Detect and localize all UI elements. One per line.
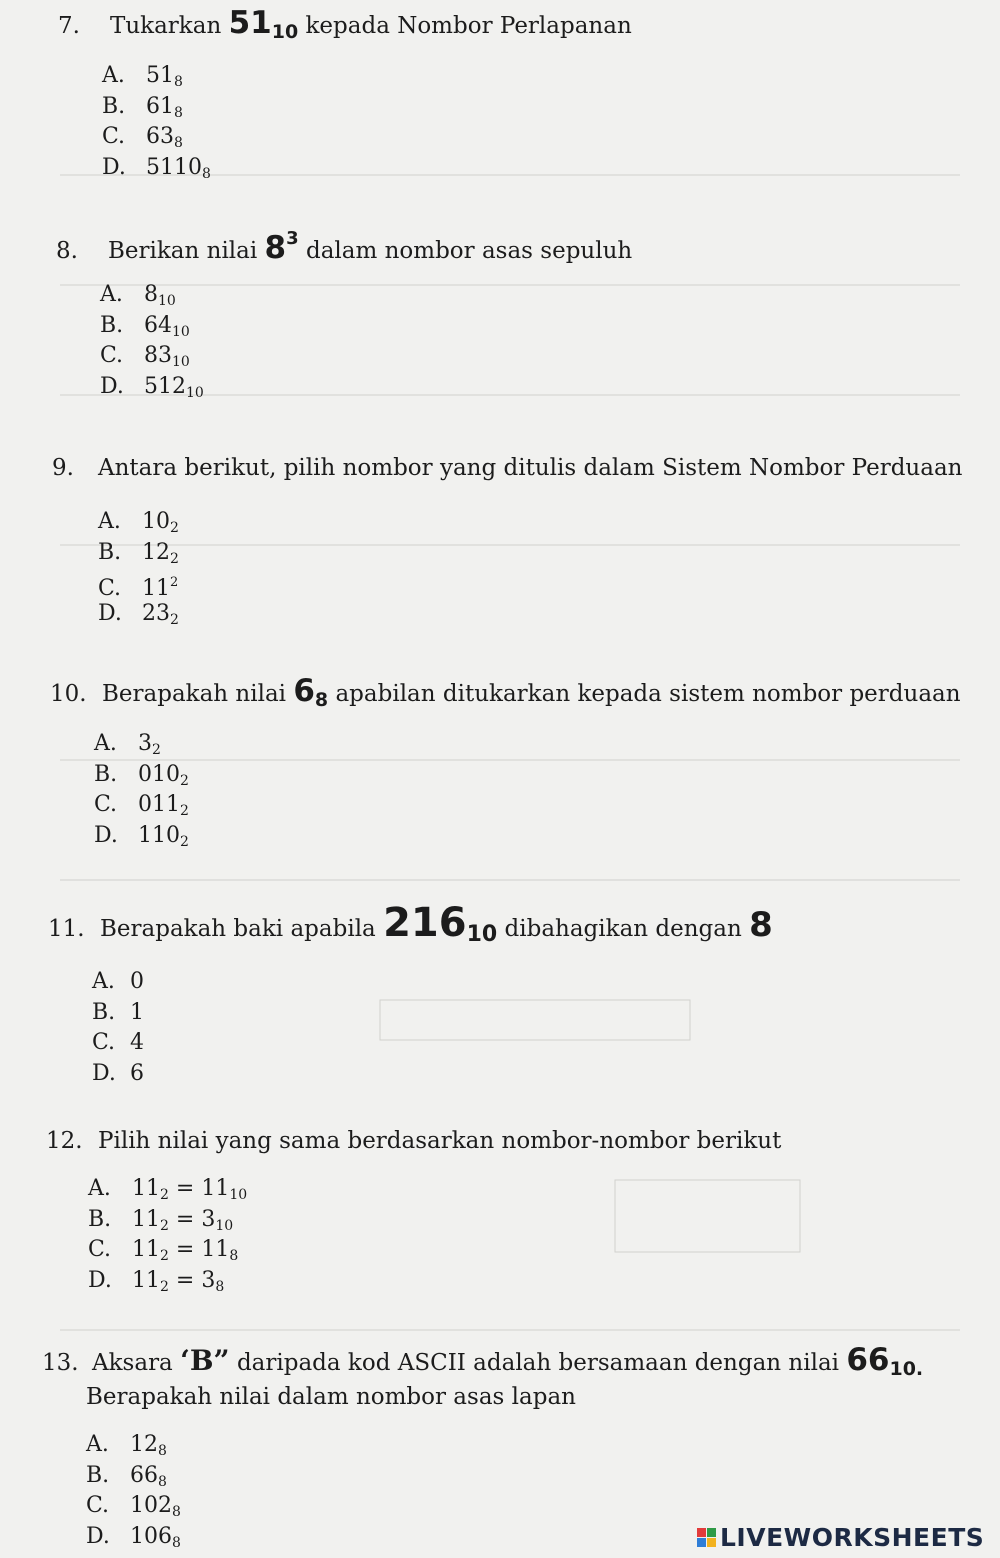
logo-mark-icon	[697, 1528, 716, 1547]
option-11c[interactable]: C. 4	[92, 1030, 144, 1055]
option-12c[interactable]: C. $11_2 = 11_8$	[88, 1237, 239, 1264]
option-13c[interactable]: C. $102_8$	[86, 1493, 181, 1520]
option-11b[interactable]: B. 1	[92, 999, 144, 1025]
option-11a[interactable]: A. 0	[92, 969, 144, 994]
option-10a[interactable]: A. $3_2$	[94, 731, 161, 758]
option-7b[interactable]: B. $61_8$	[102, 93, 183, 121]
question-9	[52, 455, 962, 629]
option-12d[interactable]: D. $11_2 = 3_8$	[88, 1267, 225, 1295]
question-11	[48, 900, 773, 1089]
option-10d[interactable]: D. $110_2$	[94, 822, 189, 850]
question-13-stem: 13. Aksara ‘B” daripada kod ASCII adalah bersamaan dengan nilai $66_{10.}$	[42, 1342, 924, 1380]
question-9-stem: 9. Antara berikut, pilih nombor yang ditulis dalam Sistem Nombor Perduaan	[52, 455, 963, 481]
option-7d[interactable]: D. $5110_8$	[102, 154, 211, 182]
option-7c[interactable]: C. $63_8$	[102, 124, 183, 151]
option-8c[interactable]: C. $83_{10}$	[100, 343, 190, 370]
option-10b[interactable]: B. $010_2$	[94, 761, 189, 789]
question-7	[58, 5, 632, 183]
option-8b[interactable]: B. $64_{10}$	[100, 312, 190, 340]
option-12a[interactable]: A. $11_2 = 11_{10}$	[88, 1176, 248, 1203]
option-13b[interactable]: B. $66_8$	[86, 1462, 167, 1490]
question-8	[56, 228, 632, 402]
question-13-stem-line2: Berapakah nilai dalam nombor asas lapan	[86, 1384, 576, 1410]
option-9d[interactable]: D. $23_2$	[98, 600, 179, 628]
option-8d[interactable]: D. $512_{10}$	[100, 373, 204, 401]
question-12-stem: 12. Pilih nilai yang sama berdasarkan nombor-nombor berikut	[46, 1128, 782, 1154]
question-12	[46, 1128, 781, 1296]
option-7a[interactable]: A. $51_8$	[102, 63, 183, 90]
question-11-stem: 11. Berapakah baki apabila 21610 dibahagikan dengan 8	[48, 900, 773, 947]
option-13d[interactable]: D. $106_8$	[86, 1523, 181, 1551]
option-10c[interactable]: C. $011_2$	[94, 792, 189, 819]
liveworksheets-logo	[697, 1520, 984, 1554]
option-11d[interactable]: D. 6	[92, 1060, 144, 1086]
option-9c[interactable]: C. $11^2$	[98, 575, 179, 601]
option-8a[interactable]: A. $8_{10}$	[100, 282, 176, 309]
question-7-stem: 7. Tukarkan $51_{10}$ kepada Nombor Perlapanan	[58, 5, 632, 43]
option-9b[interactable]: B. $12_2$	[98, 539, 179, 567]
option-13a[interactable]: A. $12_8$	[86, 1432, 167, 1459]
question-8-stem: 8. Berikan nilai $8^3$ dalam nombor asas sepuluh	[56, 228, 633, 266]
question-10	[50, 673, 961, 851]
logo-text: LIVEWORKSHEETS	[720, 1522, 985, 1552]
option-12b[interactable]: B. $11_2 = 3_{10}$	[88, 1206, 234, 1234]
option-9a[interactable]: A. $10_2$	[98, 509, 179, 536]
question-10-stem: 10. Berapakah nilai $6_8$ apabilan ditukarkan kepada sistem nombor perduaan	[50, 673, 961, 711]
